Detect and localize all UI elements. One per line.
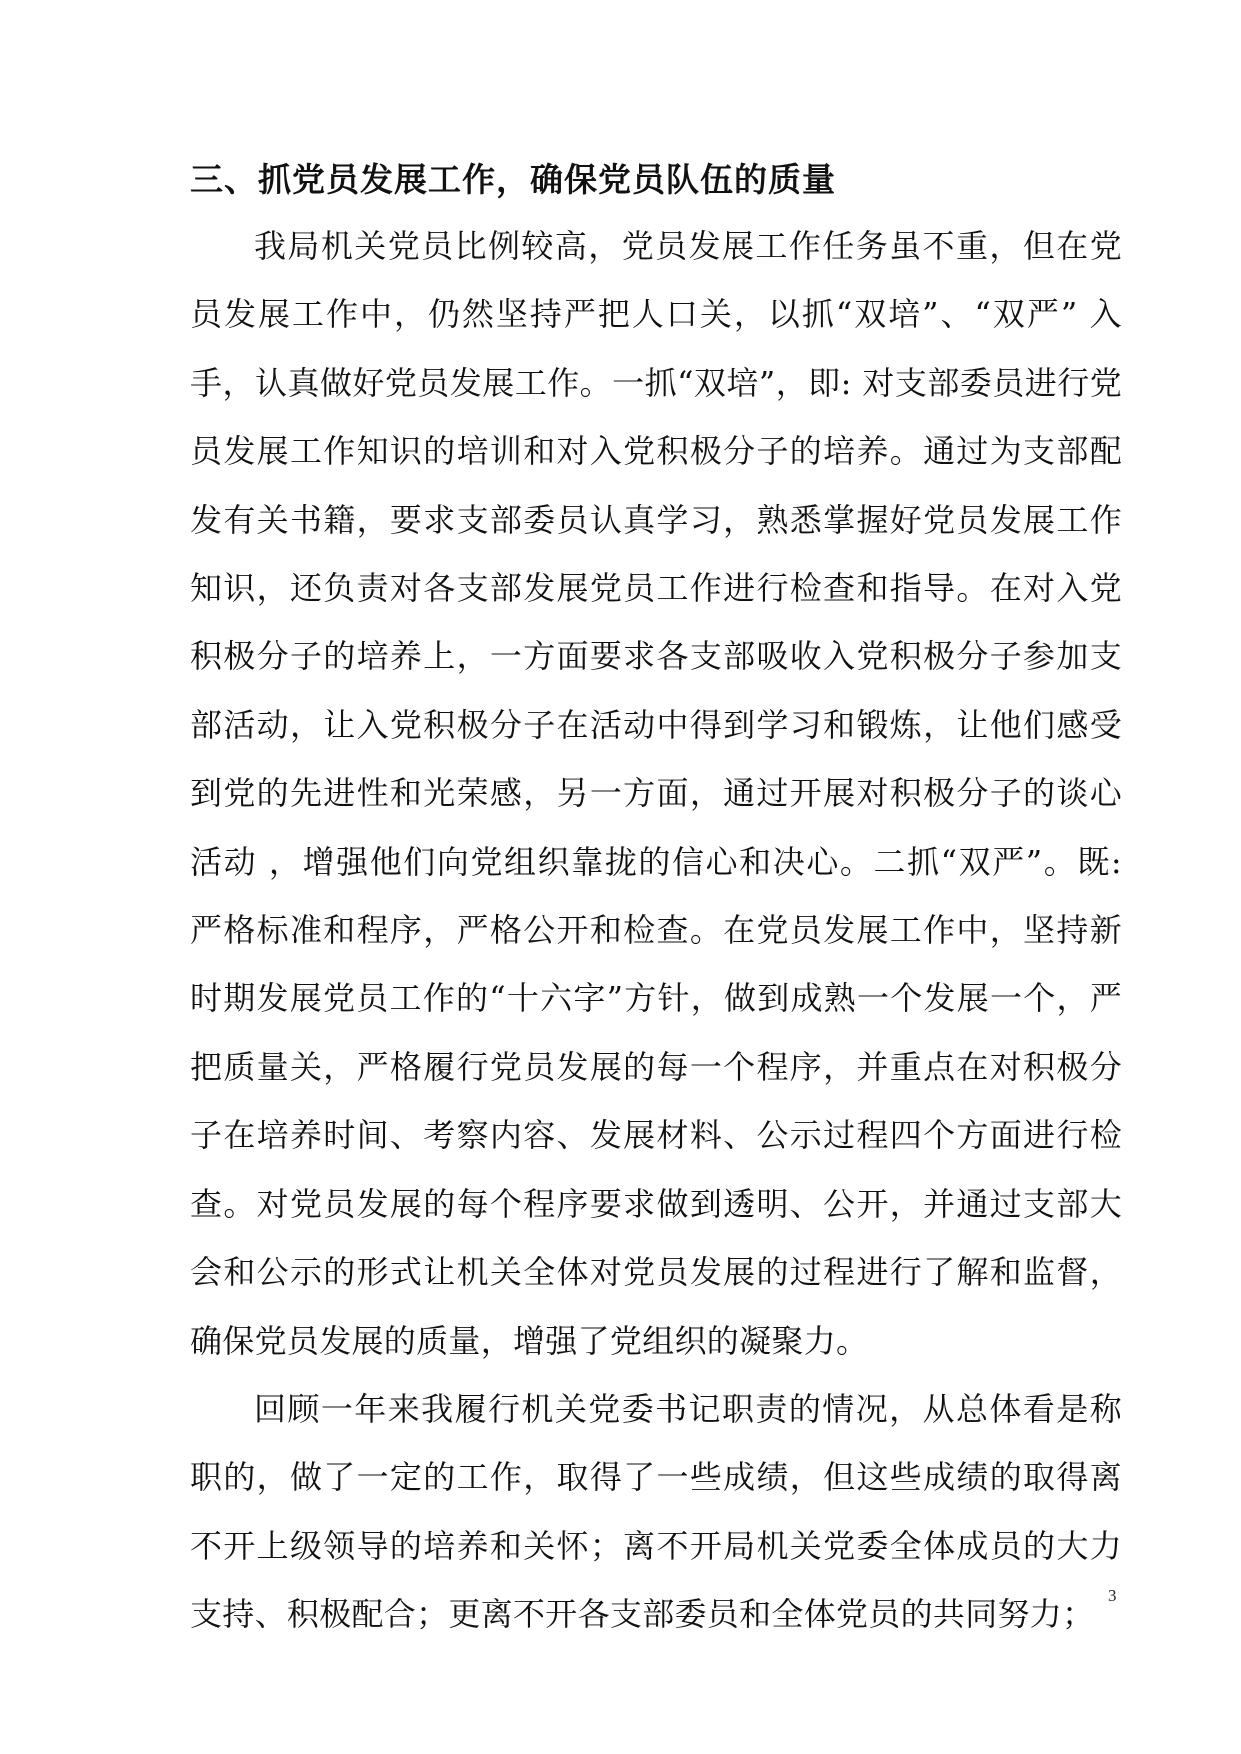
section-heading: 三、抓党员发展工作，确保党员队伍的质量 [190, 160, 836, 199]
body-paragraph: 我局机关党员比例较高，党员发展工作任务虽不重，但在党员发展工作中，仍然坚持严把人口关，以抓“双培”、“双严” 入手，认真做好党员发展工作。一抓“双培”，即: 对支部委员进行党员发展工作知识的培训和对入党积极分子的培养。通过为支部配发有关书籍，要求支部委员认真学习，熟悉掌握好党员发展工作知识，还负责对各支部发展党员工作进行检查和指导。在对入党积极分子的培养上，一方面要求各支部吸收入党积极分子参加支部活动，让入党积极分子在活动中得到学习和锻炼，让他们感受到党的先进性和光荣感，另一方面，通过开展对积极分子的谈心活动 ，增强他们向党组织靠拢的信心和决心。二抓“双严”。既: 严格标准和程序，严格公开和检查。在党员发展工作中，坚持新时期发展党员工作的“十六字”方针，做到成熟一个发展一个，严把质量关，严格履行党员发展的每一个程序，并重点在对积极分子在培养时间、考察内容、发展材料、公示过程四个方面进行检查。对党员发展的每个程序要求做到透明、公开，并通过支部大会和公示的形式让机关全体对党员发展的过程进行了解和监督，确保党员发展的质量，增强了党组织的凝聚力。 [190, 227, 1122, 1360]
page-number: 3 [1108, 1586, 1117, 1605]
document-body [190, 150, 1122, 1649]
body-paragraph: 回顾一年来我履行机关党委书记职责的情况，从总体看是称职的，做了一定的工作，取得了一些成绩，但这些成绩的取得离不开上级领导的培养和关怀；离不开局机关党委全体成员的大力支持、积极配合；更离不开各支部委员和全体党员的共同努力； [190, 1389, 1122, 1634]
